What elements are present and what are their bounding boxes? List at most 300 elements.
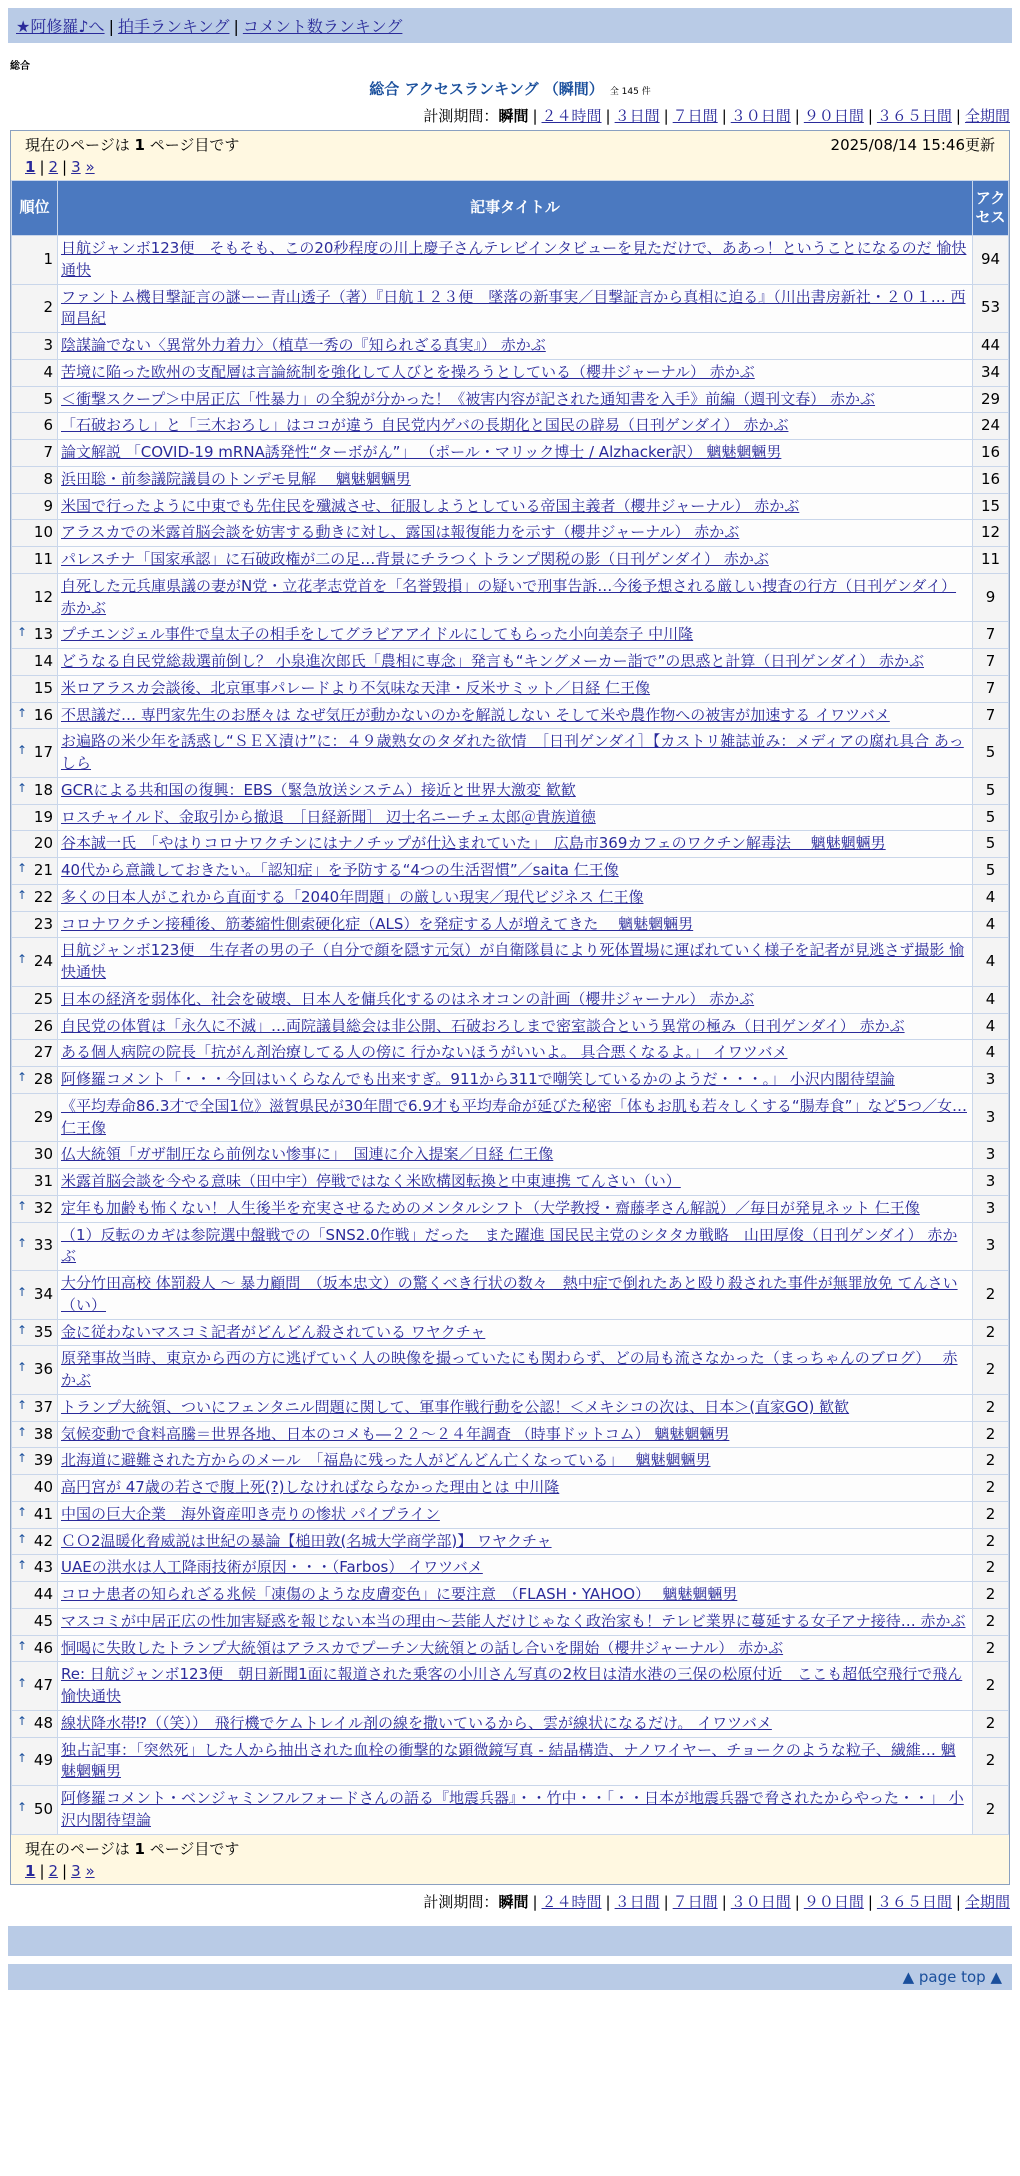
rank-number: 49	[33, 1751, 53, 1770]
period-separator: |	[605, 107, 611, 125]
title-cell	[58, 1142, 973, 1169]
access-count-cell: 29	[973, 386, 1009, 413]
article-title-link[interactable]: 中国の巨大企業 海外資産叩き売りの惨状 パイプライン	[61, 1504, 440, 1523]
article-title-link[interactable]: 大分竹田高校 体罰殺人 ～ 暴力顧問 （坂本忠文）の驚くべき行状の数々 熱中症で倒れたあと殴り殺された事件が無罪放免 てんさい（い）	[61, 1274, 958, 1314]
title-cell	[58, 1448, 973, 1475]
title-cell	[58, 466, 973, 493]
rank-number: 3	[43, 336, 53, 354]
title-cell	[58, 1555, 973, 1582]
title-cell	[58, 858, 973, 885]
title-cell	[58, 622, 973, 649]
title-cell	[58, 675, 973, 702]
article-title-link[interactable]: 谷本誠一氏 「やはりコロナワクチンにはナノチップが仕込まれていた」 広島市369カフェのワクチン解毒法 魑魅魍魎男	[61, 834, 886, 853]
table-row	[12, 1662, 1009, 1711]
rank-number: 8	[43, 469, 53, 488]
rank-cell	[12, 911, 58, 938]
access-count-cell: 4	[973, 938, 1009, 987]
rank-number: 44	[33, 1585, 53, 1603]
title-cell	[58, 1195, 973, 1222]
rank-number: 47	[33, 1676, 53, 1695]
access-count-cell: 5	[973, 831, 1009, 858]
rank-up-icon: ↑	[17, 1638, 28, 1653]
article-title-link[interactable]: 線状降水帯⁉（（笑）） 飛行機でケムトレイル剤の線を撒いているから、雲が線状になるだけ。 イワツバメ	[61, 1713, 772, 1732]
access-count-cell: 16	[973, 466, 1009, 493]
article-title-link[interactable]: パレスチナ「国家承認」に石破政権が二の足…背景にチラつくトランプ関税の影（日刊ゲンダイ） 赤かぶ	[61, 550, 769, 568]
table-row	[12, 777, 1009, 804]
table-row	[12, 911, 1009, 938]
table-row	[12, 649, 1009, 676]
title-cell	[58, 284, 973, 333]
period-current: 瞬間	[498, 107, 529, 125]
rank-up-icon: ↑	[17, 1070, 28, 1084]
table-row	[12, 333, 1009, 360]
title-cell	[58, 493, 973, 520]
table-row	[12, 1448, 1009, 1475]
pager-separator: |	[62, 1861, 68, 1880]
article-title-link[interactable]: 自民党の体質は「永久に不滅」…両院議員総会は非公開、石破おろしまで密室談合という異常の極み（日刊ゲンダイ） 赤かぶ	[61, 1016, 905, 1035]
period-current: 瞬間	[498, 1892, 529, 1911]
rank-number: 32	[33, 1198, 53, 1217]
rank-cell	[12, 1067, 58, 1094]
article-title-link[interactable]: 米露首脳会談を今やる意味（田中宇）停戦ではなく米欧構図転換と中東連携 てんさい（い）	[61, 1172, 681, 1190]
rank-up-icon: ↑	[17, 1751, 28, 1766]
period-separator: |	[532, 1892, 538, 1911]
table-row	[12, 1346, 1009, 1395]
title-cell	[58, 1421, 973, 1448]
access-count-cell: 2	[973, 1319, 1009, 1346]
table-row	[12, 1093, 1009, 1142]
rank-number: 26	[33, 1016, 53, 1035]
article-title-link[interactable]: 北海道に避難された方からのメール 「福島に残った人がどんどん亡くなっている」 魑魅魍魎男	[61, 1451, 711, 1470]
table-row	[12, 573, 1009, 622]
article-title-link[interactable]: 阿修羅コメント・ベンジャミンフルフォードさんの語る『地震兵器』・・竹中・・「・・日本が地震兵器で脅されたからやった・・」 小沢内閣待望論	[61, 1789, 964, 1829]
pager-separator: |	[39, 1861, 45, 1880]
rank-cell	[12, 702, 58, 729]
rank-up-icon: ↑	[17, 743, 28, 758]
article-title-link[interactable]: 40代から意識しておきたい。「認知症」を予防する“4つの生活習慣”／saita 仁王像	[61, 861, 619, 879]
pager-top	[11, 131, 1009, 180]
pager-separator: |	[39, 158, 45, 176]
title-cell	[58, 1737, 973, 1786]
table-row	[12, 622, 1009, 649]
title-cell	[58, 1013, 973, 1040]
access-count-cell: 2	[973, 1608, 1009, 1635]
title-cell	[58, 1635, 973, 1662]
pager-bottom	[11, 1835, 1009, 1884]
table-row	[12, 359, 1009, 386]
article-title-link[interactable]: 気候変動で食料高騰＝世界各地、日本のコメも―２２～２４年調査 （時事ドットコム） 魑魅魍魎男	[61, 1424, 730, 1443]
rank-cell	[12, 1271, 58, 1320]
period-link-6[interactable]: 全期間	[964, 1892, 1010, 1911]
table-row	[12, 858, 1009, 885]
access-count-cell: 2	[973, 1501, 1009, 1528]
article-title-link[interactable]: ＣＯ2温暖化脅威説は世紀の暴論【槌田敦(名城大学商学部)】 ワヤクチャ	[61, 1531, 552, 1550]
pager-next-link[interactable]: »	[85, 158, 95, 176]
article-title-link[interactable]: 「石破おろし」と「三木おろし」はココが違う 自民党内ゲバの長期化と国民の辟易（日刊ゲンダイ） 赤かぶ	[61, 416, 789, 435]
rank-cell	[12, 1475, 58, 1502]
page-top-link[interactable]: ▲ page top ▲	[902, 1967, 1002, 1986]
rank-cell	[12, 466, 58, 493]
title-cell	[58, 1319, 973, 1346]
table-row	[12, 1475, 1009, 1502]
article-title-link[interactable]: ある個人病院の院長「抗がん剤治療してる人の傍に 行かないほうがいいよ。 具合悪くなるよ。」 イワツバメ	[61, 1043, 788, 1062]
table-row	[12, 1710, 1009, 1737]
article-title-link[interactable]: トランプ大統領、ついにフェンタニル問題に関して、軍事作戦行動を公認！＜メキシコの次は、日本＞(直家GO) 歓歓	[61, 1397, 850, 1416]
table-row	[12, 1737, 1009, 1786]
period-link-3[interactable]: ３０日間	[730, 107, 791, 125]
rank-cell	[12, 547, 58, 574]
rank-up-icon: ↑	[17, 780, 28, 795]
period-link-2[interactable]: ７日間	[672, 1892, 718, 1911]
access-count-cell: 24	[973, 413, 1009, 440]
pager-page-3[interactable]: 3	[71, 1861, 81, 1880]
rank-cell	[12, 1013, 58, 1040]
rank-cell	[12, 573, 58, 622]
article-title-link[interactable]: 定年も加齢も怖くない！人生後半を充実させるためのメンタルシフト（大学教授・齋藤孝さん解説）／毎日が発見ネット 仁王像	[61, 1198, 920, 1217]
rank-number: 19	[33, 807, 53, 826]
article-title-link[interactable]: 不思議だ… 専門家先生のお歴々は なぜ気圧が動かないのかを解説しない そして米や農作物への被害が加速する イワツバメ	[61, 705, 890, 724]
rank-number: 2	[43, 298, 53, 317]
pager-page-1[interactable]: 1	[25, 1861, 36, 1880]
rank-cell	[12, 1501, 58, 1528]
article-title-link[interactable]: GCRによる共和国の復興：EBS（緊急放送システム）接近と世界大激変 歓歓	[61, 780, 576, 799]
title-cell	[58, 547, 973, 574]
rank-up-icon: ↑	[17, 1531, 28, 1546]
table-row	[12, 1067, 1009, 1094]
rank-up-icon: ↑	[17, 1799, 28, 1814]
rank-cell	[12, 1319, 58, 1346]
rank-cell	[12, 1222, 58, 1271]
title-cell	[58, 938, 973, 987]
rank-number: 9	[43, 496, 53, 515]
current-page-post: ページ目です	[149, 136, 240, 154]
article-title-link[interactable]: UAEの洪水は人工降雨技術が原因・・・（Farbos） イワツバメ	[61, 1558, 483, 1577]
rank-number: 18	[33, 780, 53, 799]
current-page-number: 1	[134, 1839, 145, 1858]
access-count-cell: 7	[973, 675, 1009, 702]
title-cell	[58, 729, 973, 778]
rank-number: 31	[33, 1172, 53, 1190]
access-count-cell: 2	[973, 1710, 1009, 1737]
access-count-cell: 3	[973, 1195, 1009, 1222]
period-link-1[interactable]: ３日間	[614, 107, 660, 125]
rank-up-icon: ↑	[17, 1284, 28, 1299]
rank-cell	[12, 359, 58, 386]
period-selector-top	[10, 105, 1010, 126]
pager-links-row	[25, 1862, 995, 1880]
rank-number: 45	[33, 1611, 53, 1630]
rank-cell	[12, 986, 58, 1013]
period-link-0[interactable]: ２４時間	[541, 107, 602, 125]
access-count-cell: 2	[973, 1271, 1009, 1320]
period-link-4[interactable]: ９０日間	[803, 1892, 864, 1911]
title-cell	[58, 1394, 973, 1421]
article-title-link[interactable]: ＜衝撃スクープ＞中居正広「性暴力」の全貌が分かった！《被害内容が記された通知書を入手》前編（週刊文春） 赤かぶ	[61, 389, 876, 408]
col-rank-header: 順位	[12, 181, 58, 236]
period-link-3[interactable]: ３０日間	[730, 1892, 791, 1911]
home-link[interactable]: ★阿修羅♪へ	[16, 17, 105, 36]
access-count-cell: 2	[973, 1582, 1009, 1609]
article-title-link[interactable]: 米国で行ったように中東でも先住民を殲滅させ、征服しようとしている帝国主義者（櫻井ジャーナル） 赤かぶ	[61, 496, 800, 515]
period-link-6[interactable]: 全期間	[964, 107, 1010, 125]
rank-number: 37	[33, 1397, 53, 1416]
access-count-cell: 2	[973, 1555, 1009, 1582]
title-cell	[58, 1582, 973, 1609]
rank-cell	[12, 1662, 58, 1711]
article-title-link[interactable]: コロナワクチン接種後、筋萎縮性側索硬化症（ALS）を発症する人が増えてきた 魑魅魍魎男	[61, 914, 694, 933]
title-cell	[58, 1786, 973, 1835]
article-title-link[interactable]: Re: 日航ジャンボ123便 朝日新聞1面に報道された乗客の小川さん写真の2枚目は清水港の三保の松原付近 ここも超低空飛行で飛ん 愉快通快	[61, 1665, 963, 1705]
rank-number: 40	[33, 1478, 53, 1496]
article-title-link[interactable]: アラスカでの米露首脳会談を妨害する動きに対し、露国は報復能力を示す（櫻井ジャーナル） 赤かぶ	[61, 523, 740, 542]
rank-cell	[12, 1142, 58, 1169]
rank-cell	[12, 284, 58, 333]
access-count-cell: 2	[973, 1421, 1009, 1448]
article-title-link[interactable]: コロナ患者の知られざる兆候「凍傷のような皮膚変色」に要注意 （FLASH・YAHOO） 魑魅魍魎男	[61, 1585, 738, 1603]
rank-up-icon: ↑	[17, 1198, 28, 1213]
access-count-cell: 3	[973, 1093, 1009, 1142]
rank-number: 5	[43, 389, 53, 408]
article-title-link[interactable]: 独占記事：「突然死」した人から抽出された血栓の衝撃的な顕微鏡写真 - 結晶構造、ナノワイヤー、チョークのような粒子、繊維… 魑魅魍魎男	[61, 1740, 956, 1781]
rank-number: 24	[33, 952, 53, 971]
rank-number: 48	[33, 1713, 53, 1732]
period-link-2[interactable]: ７日間	[672, 107, 718, 125]
rank-cell	[12, 236, 58, 285]
article-title-link[interactable]: 仏大統領「ガザ制圧なら前例ない惨事に」 国連に介入提案／日経 仁王像	[61, 1145, 554, 1164]
rank-number: 21	[33, 861, 53, 879]
period-link-4[interactable]: ９０日間	[803, 107, 864, 125]
rank-number: 7	[43, 443, 53, 461]
article-title-link[interactable]: 米ロアラスカ会談後、北京軍事パレードより不気味な天津・反米サミット／日経 仁王像	[61, 678, 651, 697]
rank-cell	[12, 622, 58, 649]
rank-number: 28	[33, 1070, 53, 1088]
rank-cell	[12, 1448, 58, 1475]
period-separator: |	[955, 107, 961, 125]
pager-separator: |	[62, 158, 68, 176]
page-top-bar	[8, 1964, 1012, 1990]
title-cell	[58, 911, 973, 938]
rank-up-icon: ↑	[17, 1713, 28, 1728]
rank-cell	[12, 858, 58, 885]
article-title-link[interactable]: お遍路の米少年を誘惑し“ＳＥＸ漬け”に：４９歳熟女のタダれた欲情 ［日刊ゲンダイ］【カストリ雑誌並み：メディアの腐れ具合 あっしら	[61, 732, 964, 772]
article-title-link[interactable]: 高円宮が 47歳の若さで腹上死(?)しなければならなかった理由とは 中川隆	[61, 1478, 560, 1496]
article-title-link[interactable]: （1）反転のカギは参院選中盤戦での「SNS2.0作戦」だった また躍進 国民民主党のシタタカ戦略 山田厚俊（日刊ゲンダイ） 赤かぶ	[61, 1225, 958, 1266]
article-title-link[interactable]: 阿修羅コメント「・・・今回はいくらなんでも出来すぎ。911から311で嘲笑しているかのようだ・・・。」 小沢内閣待望論	[61, 1070, 895, 1088]
title-cell	[58, 1528, 973, 1555]
access-count-cell: 2	[973, 1737, 1009, 1786]
table-header-row	[12, 181, 1009, 236]
table-row	[12, 1040, 1009, 1067]
article-title-link[interactable]: マスコミが中居正広の性加害疑惑を報じない本当の理由～芸能人だけじゃなく政治家も！テレビ業界に蔓延する女子アナ接待… 赤かぶ	[61, 1611, 966, 1630]
access-count-cell: 2	[973, 1448, 1009, 1475]
rank-number: 46	[33, 1638, 53, 1657]
current-page-number: 1	[134, 136, 145, 154]
title-cell	[58, 804, 973, 831]
period-separator: |	[867, 1892, 873, 1911]
rank-cell	[12, 333, 58, 360]
access-count-cell: 4	[973, 911, 1009, 938]
title-cell	[58, 1093, 973, 1142]
rank-up-icon: ↑	[17, 705, 28, 720]
title-cell	[58, 777, 973, 804]
rank-cell	[12, 804, 58, 831]
rank-number: 1	[43, 249, 53, 268]
rank-cell	[12, 831, 58, 858]
rank-cell	[12, 520, 58, 547]
table-row	[12, 938, 1009, 987]
title-cell	[58, 884, 973, 911]
clap-ranking-link[interactable]: 拍手ランキング	[117, 17, 230, 36]
footer-bar	[8, 1926, 1012, 1956]
period-link-1[interactable]: ３日間	[614, 1892, 660, 1911]
table-row	[12, 413, 1009, 440]
period-separator: |	[794, 107, 800, 125]
title-cell	[58, 649, 973, 676]
rank-number: 29	[33, 1107, 53, 1126]
rank-cell	[12, 1710, 58, 1737]
rank-number: 34	[33, 1284, 53, 1303]
rank-number: 16	[33, 705, 53, 724]
ranking-table-body	[12, 236, 1009, 1835]
article-title-link[interactable]: 恫喝に失敗したトランプ大統領はアラスカでプーチン大統領との話し合いを開始（櫻井ジャーナル） 赤かぶ	[61, 1638, 784, 1657]
rank-cell	[12, 649, 58, 676]
article-title-link[interactable]: 陰謀論でない〈異常外力着力〉（植草一秀の『知られざる真実』） 赤かぶ	[61, 336, 546, 354]
updated-timestamp: 2025/08/14 15:46更新	[830, 136, 995, 154]
access-count-cell: 5	[973, 804, 1009, 831]
rank-up-icon: ↑	[17, 1322, 28, 1337]
rank-number: 13	[33, 625, 53, 644]
title-cell	[58, 1346, 973, 1395]
article-title-link[interactable]: 日航ジャンボ123便 生存者の男の子（自分で顔を隠す元気）が自衛隊員により死体置場に運ばれていく様子を記者が見逃さず撮影 愉快通快	[61, 941, 965, 981]
table-row	[12, 236, 1009, 285]
access-count-cell: 53	[973, 284, 1009, 333]
rank-up-icon: ↑	[17, 625, 28, 640]
period-separator: |	[663, 1892, 669, 1911]
table-row	[12, 1195, 1009, 1222]
article-title-link[interactable]: どうなる自民党総裁選前倒し？ 小泉進次郎氏「農相に専念」発言も“キングメーカー詣で”の思惑と計算（日刊ゲンダイ） 赤かぶ	[61, 652, 924, 670]
access-count-cell: 2	[973, 1528, 1009, 1555]
rank-number: 43	[33, 1558, 53, 1577]
access-count-cell: 4	[973, 1013, 1009, 1040]
table-row	[12, 1142, 1009, 1169]
pager-page-3[interactable]: 3	[71, 158, 81, 176]
period-link-5[interactable]: ３６５日間	[876, 107, 952, 125]
pager-next-link[interactable]: »	[85, 1861, 95, 1880]
pager-page-2[interactable]: 2	[48, 158, 59, 176]
comment-ranking-link[interactable]: コメント数ランキング	[242, 17, 403, 36]
period-separator: |	[721, 107, 727, 125]
title-cell	[58, 1067, 973, 1094]
rank-up-icon: ↑	[17, 1397, 28, 1412]
table-row	[12, 986, 1009, 1013]
access-count-cell: 44	[973, 333, 1009, 360]
article-title-link[interactable]: 金に従わないマスコミ記者がどんどん殺されている ワヤクチャ	[61, 1322, 486, 1341]
article-title-link[interactable]: ファントム機目撃証言の謎ーー青山透子（著）『日航１２３便 墜落の新事実／目撃証言から真相に迫る』（川出書房新社・２０１… 西岡昌紀	[61, 287, 966, 328]
access-count-cell: 4	[973, 1040, 1009, 1067]
period-separator: |	[605, 1892, 611, 1911]
table-row	[12, 1013, 1009, 1040]
article-title-link[interactable]: 原発事故当時、東京から西の方に逃げていく人の映像を撮っていたにも関わらず、どの局も流さなかった（まっちゃんのブログ） 赤かぶ	[61, 1349, 958, 1389]
rank-cell	[12, 884, 58, 911]
title-cell	[58, 986, 973, 1013]
rank-number: 38	[33, 1424, 53, 1443]
access-count-cell: 15	[973, 493, 1009, 520]
title-cell	[58, 236, 973, 285]
title-cell	[58, 1475, 973, 1502]
table-row	[12, 675, 1009, 702]
rank-number: 23	[33, 914, 53, 933]
title-cell	[58, 1501, 973, 1528]
table-row	[12, 1319, 1009, 1346]
current-page-post: ページ目です	[149, 1839, 240, 1858]
article-title-link[interactable]: 浜田聡・前参議院議員のトンデモ見解 魑魅魍魎男	[61, 469, 411, 488]
article-title-link[interactable]: ロスチャイルド、金取引から撤退 ［日経新聞］ 辺士名ニーチェ太郎＠貴族道徳	[61, 807, 596, 826]
table-row	[12, 1635, 1009, 1662]
access-count-cell: 34	[973, 359, 1009, 386]
page-title	[0, 78, 1020, 99]
access-count-cell: 3	[973, 1169, 1009, 1196]
article-title-link[interactable]: 日本の経済を弱体化、社会を破壊、日本人を傭兵化するのはネオコンの計画（櫻井ジャーナル） 赤かぶ	[61, 989, 755, 1008]
pager-page-2[interactable]: 2	[48, 1861, 59, 1880]
table-row	[12, 1421, 1009, 1448]
table-row	[12, 1608, 1009, 1635]
access-count-cell: 16	[973, 440, 1009, 467]
rank-number: 33	[33, 1236, 53, 1255]
table-row	[12, 493, 1009, 520]
access-count-cell: 3	[973, 1142, 1009, 1169]
rank-number: 39	[33, 1451, 53, 1470]
article-title-link[interactable]: 日航ジャンボ123便 そもそも、この20秒程度の川上慶子さんテレビインタビューを見ただけで、ああっ！ということになるのだ 愉快通快	[61, 239, 967, 279]
article-title-link[interactable]: 《平均寿命86.3才で全国1位》滋賀県民が30年間で6.9才も平均寿命が延びた秘密「体もお肌も若々しくする“腸寿食”」など5つ／女… 仁王像	[61, 1096, 967, 1137]
ranking-title: 総合 アクセスランキング （瞬間）	[369, 80, 604, 98]
title-cell	[58, 1271, 973, 1320]
period-link-0[interactable]: ２４時間	[541, 1892, 602, 1911]
table-row	[12, 804, 1009, 831]
rank-cell	[12, 493, 58, 520]
rank-up-icon: ↑	[17, 1236, 28, 1251]
current-page-text	[25, 134, 239, 155]
title-cell	[58, 1662, 973, 1711]
nav-separator: |	[233, 17, 239, 36]
access-count-cell: 2	[973, 1786, 1009, 1835]
article-title-link[interactable]: 苦境に陥った欧州の支配層は言論統制を強化して人びとを操ろうとしている（櫻井ジャーナル） 赤かぶ	[61, 362, 755, 381]
rank-cell	[12, 413, 58, 440]
period-label: 計測期間：	[423, 107, 499, 125]
pager-page-1[interactable]: 1	[25, 158, 36, 176]
rank-cell	[12, 1528, 58, 1555]
rank-cell	[12, 1555, 58, 1582]
article-title-link[interactable]: 論文解説 「COVID-19 mRNA誘発性“ターボがん”」 （ポール・マリック博士 / Alzhacker訳） 魑魅魍魎男	[61, 443, 782, 461]
article-title-link[interactable]: 多くの日本人がこれから直面する「2040年問題」の厳しい現実／現代ビジネス 仁王像	[61, 887, 644, 906]
rank-number: 12	[33, 587, 53, 606]
rank-number: 27	[33, 1043, 53, 1062]
rank-cell	[12, 1786, 58, 1835]
period-link-5[interactable]: ３６５日間	[876, 1892, 952, 1911]
access-count-cell: 94	[973, 236, 1009, 285]
title-cell	[58, 440, 973, 467]
access-count-cell: 2	[973, 1662, 1009, 1711]
access-count-cell: 7	[973, 622, 1009, 649]
table-row	[12, 520, 1009, 547]
rank-cell	[12, 1394, 58, 1421]
title-cell	[58, 573, 973, 622]
rank-number: 25	[33, 989, 53, 1008]
rank-number: 30	[33, 1145, 53, 1164]
article-title-link[interactable]: プチエンジェル事件で皇太子の相手をしてグラビアアイドルにしてもらった小向美奈子 中川隆	[61, 625, 694, 644]
rank-cell	[12, 1093, 58, 1142]
current-page-pre: 現在のページは	[25, 136, 130, 154]
article-title-link[interactable]: 自死した元兵庫県議の妻がN党・立花孝志党首を「名誉毀損」の疑いで刑事告訴…今後予想される厳しい捜査の行方（日刊ゲンダイ） 赤かぶ	[61, 576, 957, 617]
